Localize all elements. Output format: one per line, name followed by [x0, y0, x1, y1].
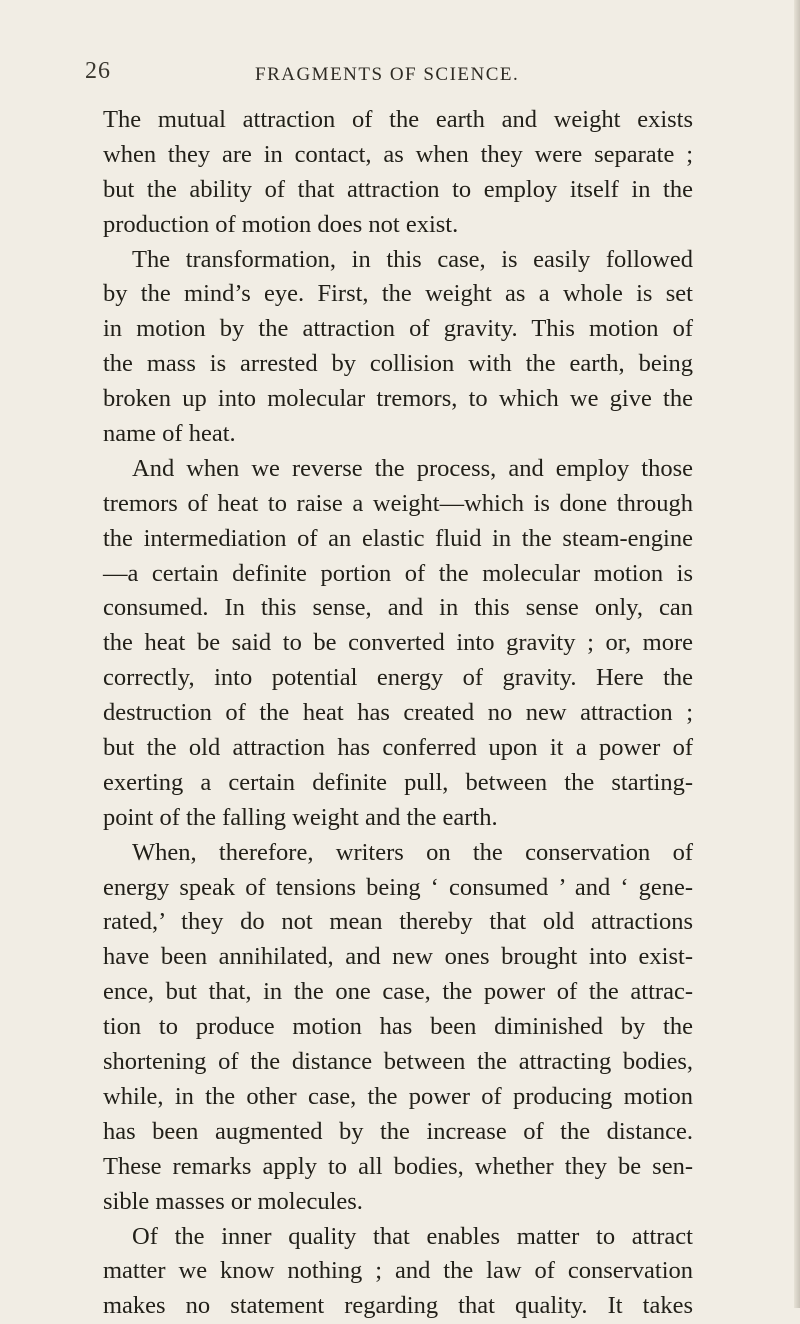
text-line: Of the inner quality that enables matter to attract [132, 1222, 693, 1250]
text-line: —a certain definite portion of the molecular motion is [103, 559, 693, 587]
text-line: production of motion does not exist. [103, 210, 459, 238]
text-line: in motion by the attraction of gravity. This motion of [103, 315, 693, 343]
text-line: but the old attraction has conferred upon it a power of [103, 734, 693, 762]
text-line: point of the falling weight and the earth. [103, 803, 498, 831]
text-line: The transformation, in this case, is easily followed [132, 245, 693, 273]
page-number: 26 [85, 58, 111, 84]
text-line: have been annihilated, and new ones brought into exist- [103, 943, 693, 971]
text-line: correctly, into potential energy of gravity. Here the [103, 664, 693, 692]
text-line: the heat be said to be converted into gravity ; or, more [103, 629, 693, 657]
text-line: tremors of heat to raise a weight—which is done through [103, 489, 693, 517]
text-line: And when we reverse the process, and employ those [132, 454, 693, 482]
text-line: matter we know nothing ; and the law of conservation [103, 1257, 693, 1285]
text-line: The mutual attraction of the earth and weight exists [103, 106, 693, 133]
text-line: makes no statement regarding that quality. It takes [103, 1292, 693, 1320]
text-line: These remarks apply to all bodies, whether they be sen- [103, 1152, 693, 1180]
text-line: the intermediation of an elastic fluid in the steam-engine [103, 524, 693, 552]
body-text [103, 103, 795, 1324]
running-title: FRAGMENTS OF SCIENCE. [255, 64, 520, 85]
text-line: ence, but that, in the one case, the power of the attrac- [103, 978, 693, 1006]
page-header [0, 58, 800, 92]
text-line: rated,’ they do not mean thereby that old attractions [103, 908, 693, 936]
text-line: sible masses or molecules. [103, 1187, 363, 1215]
text-line: when they are in contact, as when they were separate ; [103, 140, 693, 168]
text-line: shortening of the distance between the attracting bodies, [103, 1048, 693, 1076]
text-line: tion to produce motion has been diminished by the [103, 1013, 693, 1041]
text-line: by the mind’s eye. First, the weight as a whole is set [103, 280, 693, 308]
text-line: consumed. In this sense, and in this sense only, can [103, 594, 693, 622]
text-line: broken up into molecular tremors, to which we give the [103, 385, 693, 413]
text-line: has been augmented by the increase of the distance. [103, 1117, 693, 1145]
text-line: while, in the other case, the power of producing motion [103, 1082, 693, 1110]
text-line: the mass is arrested by collision with the earth, being [103, 350, 693, 378]
text-line: but the ability of that attraction to employ itself in the [103, 175, 693, 203]
text-line: destruction of the heat has created no new attraction ; [103, 699, 693, 727]
text-line: When, therefore, writers on the conservation of [132, 838, 693, 866]
text-line: energy speak of tensions being ‘ consumed ’ and ‘ gene- [103, 873, 693, 901]
text-line: exerting a certain definite pull, between the starting- [103, 768, 693, 796]
text-line: name of heat. [103, 420, 236, 448]
